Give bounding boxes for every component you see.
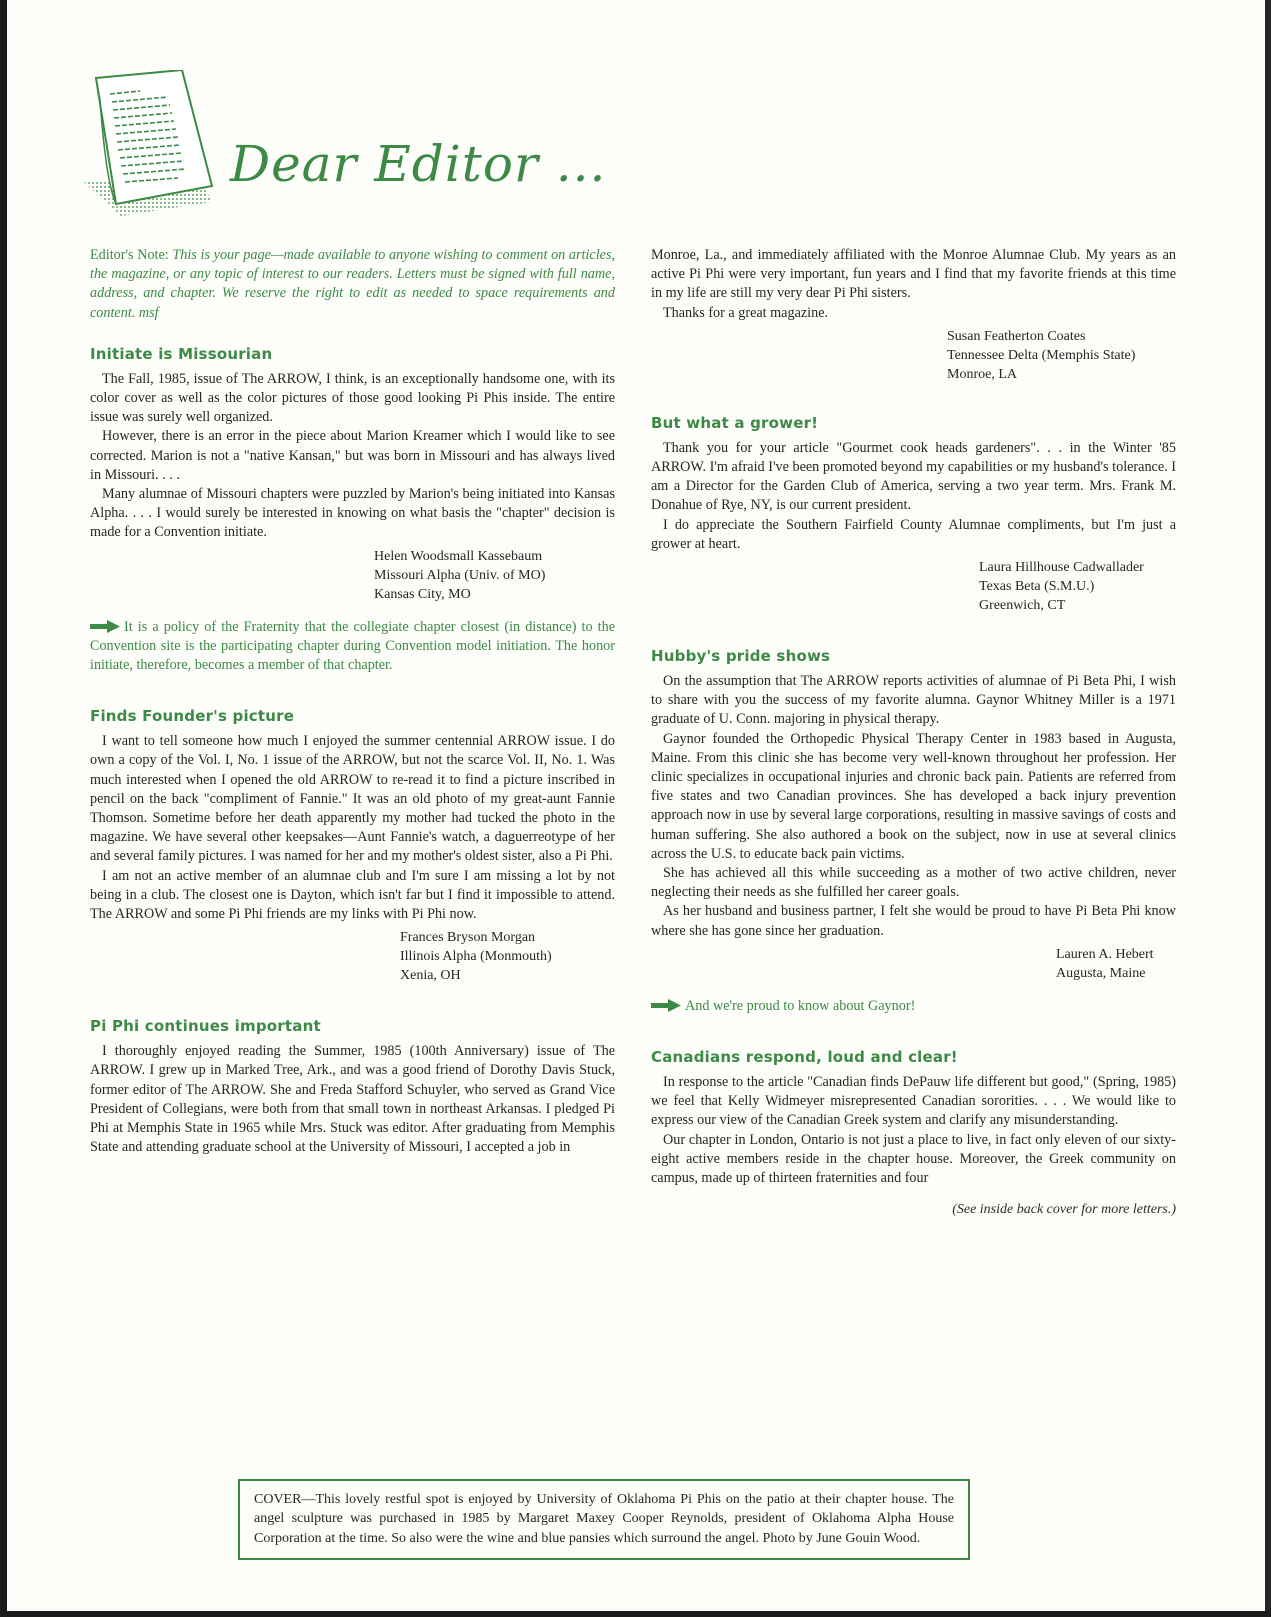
letter-paragraph: I am not an active member of an alumnae club and I'm sure I am missing a lot by not being in a club. The closest one is Dayton, which isn't far but I find it impossible to attend. The ARROW and some Pi Phi friends are my links with Pi Phi now. (90, 867, 615, 923)
editor-response (651, 997, 1176, 1016)
letter-heading: Pi Phi continues important (90, 1017, 321, 1036)
letter-paragraph: Our chapter in London, Ontario is not just a place to live, in fact only eleven of our sixty-eight active members reside in the chapter house. Moreover, the Greek community on campus, made up of thirteen fraternities and four (651, 1131, 1176, 1187)
letter-but-what-a-grower (651, 414, 1176, 615)
signature-location: Greenwich, CT (979, 598, 1066, 614)
letter-paragraph: Thanks for a great magazine. (663, 304, 829, 321)
scan-edge-left (0, 0, 7, 1617)
letter-heading: Initiate is Missourian (90, 344, 273, 363)
letter-paragraph: On the assumption that The ARROW reports activities of alumnae of Pi Beta Phi, I wish to share with you the success of my favorite alumna. Gaynor Whitney Miller is a 1971 graduate of U. Conn. majoring in physical therapy. (651, 673, 1176, 728)
letter-paragraph: However, there is an error in the piece about Marion Kreamer which I would like to see corrected. Marion is not a "native Kansan," but was born in Missouri and has always lived in Missouri. . . . (90, 428, 615, 483)
letter-signature (1056, 945, 1176, 983)
letter-signature (979, 558, 1176, 615)
continued-note: (See inside back cover for more letters.) (952, 1202, 1176, 1218)
letter-heading: Finds Founder's picture (90, 707, 295, 726)
signature-name: Helen Woodsmall Kassebaum (374, 548, 543, 564)
editors-note-text: This is your page—made available to anyone wishing to comment on articles, the magazine, or any topic of interest to our readers. Letters must be signed with full name, address, and chapter. We reserve the right to edit as needed to space requirements and content. (90, 247, 616, 321)
signature-location: Augusta, Maine (1056, 965, 1146, 981)
editors-note (90, 246, 615, 323)
masthead (80, 70, 607, 220)
signature-name: Lauren A. Hebert (1056, 946, 1154, 962)
signature-chapter: Tennessee Delta (Memphis State) (947, 347, 1136, 363)
letter-heading: Hubby's pride shows (651, 647, 831, 666)
signature-name: Susan Featherton Coates (947, 328, 1086, 344)
scan-edge-bottom (0, 1611, 1271, 1617)
signature-chapter: Missouri Alpha (Univ. of MO) (374, 567, 546, 583)
page-title: Dear Editor ... (230, 135, 607, 193)
letter-paragraph: I thoroughly enjoyed reading the Summer, 1985 (100th Anniversary) issue of The ARROW. I grew up in Marked Tree, Ark., and was a good friend of Dorothy Davis Stuck, former editor of The ARROW. She and Freda Stafford Schuyler, who served as Grand Vice President of Collegians, were both from that small town in northeast Arkansas. I pledged Pi Phi at Memphis State in 1965 while Mrs. Stuck was editor. After graduating from Memphis State and attending graduate school at the University of Missouri, I accepted a job in (90, 1043, 615, 1156)
letter-paragraph: Monroe, La., and immediately affiliated with the Monroe Alumnae Club. My years as an active Pi Phi were very important, fun years and I find that my favorite friends at this time in my life are still my very dear Pi Phi sisters. (651, 247, 1176, 302)
letter-paragraph: She has achieved all this while succeeding as a mother of two active children, never neglecting their needs as she fulfilled her career goals. (651, 865, 1176, 901)
letter-heading: But what a grower! (651, 413, 819, 432)
signature-chapter: Illinois Alpha (Monmouth) (400, 949, 552, 965)
letter-initiate-is-missourian (90, 345, 615, 675)
signature-location: Kansas City, MO (374, 586, 471, 602)
editor-response-text: And we're proud to know about Gaynor! (685, 997, 916, 1014)
editors-note-initials: msf (138, 304, 159, 321)
letter-finds-founders-picture (90, 707, 615, 985)
letter-paragraph: Many alumnae of Missouri chapters were puzzled by Marion's being initiated into Kansas Alpha. . . . I would surely be interested in knowing on what basis the "chapter" decision is made for a Convention initiate. (90, 486, 615, 541)
editor-response (90, 618, 615, 676)
letter-paragraph: I do appreciate the Southern Fairfield County Alumnae compliments, but I'm just a grower at heart. (651, 516, 1176, 552)
letter-paragraph: I want to tell someone how much I enjoyed the summer centennial ARROW issue. I do own a copy of the Vol. I, No. 1 issue of the ARROW, but not the scarce Vol. II, No. 1. Was much interested when I opened the old ARROW to re-read it to find a picture inscribed in pencil on the back "compliment of Fannie." It was an old photo of my great-aunt Fannie Thomson. Sometime before her death apparently my mother had tucked the photo in the magazine. We have several other keepsakes—Aunt Fannie's watch, a daguerreotype of her and several family pictures. I was named for her and my mother's oldest sister, also a Pi Phi. (90, 733, 615, 865)
letter-heading: Canadians respond, loud and clear! (651, 1048, 958, 1067)
letter-paragraph: In response to the article "Canadian finds DePauw life different but good," (Spring, 1985) we feel that Kelly Widmeyer misrepresented Canadian sororities. . . . We would like to express our view of the Canadian Greek system and clarify any misunderstanding. (651, 1074, 1176, 1129)
letter-paragraph: As her husband and business partner, I felt she would be proud to have Pi Beta Phi know where she has gone since her graduation. (651, 903, 1176, 939)
letter-continuation (651, 246, 1176, 384)
letter-paper-icon (80, 70, 230, 220)
signature-name: Laura Hillhouse Cadwallader (979, 560, 1144, 576)
arrow-right-icon (90, 620, 120, 633)
letter-canadians-respond (651, 1048, 1176, 1188)
letter-signature (374, 547, 615, 604)
signature-location: Monroe, LA (947, 366, 1017, 382)
right-column (651, 246, 1176, 1218)
letter-paragraph: Thank you for your article "Gourmet cook heads gardeners". . . in the Winter '85 ARROW. I'm afraid I've been promoted beyond my capabilities or my husband's tolerance. I am a Director for the Garden Club of America, serving a two year term. Mrs. Frank M. Donahue of Rye, NY, is our current president. (651, 439, 1176, 514)
signature-location: Xenia, OH (400, 968, 461, 984)
editor-response-text: It is a policy of the Fraternity that the collegiate chapter closest (in distance) to the Convention site is the participating chapter during Convention model initiation. The honor initiate, therefore, becomes a member of that chapter. (90, 618, 615, 674)
editors-note-label: Editor's Note: (90, 247, 169, 263)
cover-caption: COVER—This lovely restful spot is enjoyed by University of Oklahoma Pi Phis on the patio at their chapter house. The angel sculpture was purchased in 1985 by Margaret Maxey Cooper Reynolds, president of Oklahoma Alpha House Corporation at the time. So also were the wine and blue pansies which surround the angel. Photo by June Gouin Wood. (238, 1479, 970, 1560)
signature-name: Frances Bryson Morgan (400, 930, 536, 946)
letter-signature (947, 327, 1176, 384)
scan-edge-right (1265, 0, 1271, 1617)
letter-paragraph: The Fall, 1985, issue of The ARROW, I think, is an exceptionally handsome one, with its color cover as well as the color pictures of those good looking Pi Phis inside. The entire issue was surely well organized. (90, 370, 615, 426)
letter-signature (400, 928, 615, 985)
letter-paragraph: Gaynor founded the Orthopedic Physical Therapy Center in 1983 based in Augusta, Maine. From this clinic she has become very well-known throughout her profession. Her clinic specializes in occupational injuries and chronic back pain. Patients are referred from five states and two Canadian provinces. She has developed a back injury prevention approach now in use by several large corporations, resulting in massive savings of costs and human suffering. She also authored a book on the subject, now in use at several clinics across the U.S. to educate back pain victims. (651, 730, 1176, 862)
signature-chapter: Texas Beta (S.M.U.) (979, 579, 1095, 595)
letter-hubbys-pride-shows (651, 647, 1176, 1016)
arrow-right-icon (651, 999, 681, 1012)
left-column (90, 246, 615, 1190)
letter-pi-phi-continues-important (90, 1017, 615, 1157)
